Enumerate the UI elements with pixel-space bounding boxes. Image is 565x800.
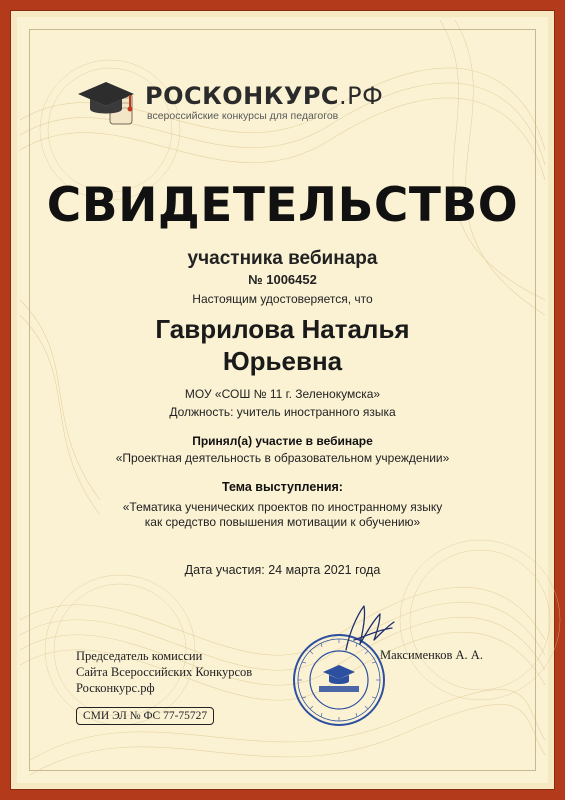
job-position: Должность: учитель иностранного языка	[169, 405, 396, 419]
participated-label: Принял(а) участие в вебинаре	[192, 434, 373, 448]
certificate-number: № 1006452	[248, 272, 317, 287]
webinar-title: «Проектная деятельность в образовательном учреждении»	[115, 451, 450, 465]
topic-line2: как средство повышения мотивации к обучению»	[144, 515, 421, 529]
brand-domain: .РФ	[339, 82, 384, 110]
certificate-title: СВИДЕТЕЛЬСТВО	[46, 178, 519, 233]
topic-label: Тема выступления:	[222, 480, 343, 494]
recipient-name-line2: Юрьевна	[222, 346, 343, 376]
chairman-block	[76, 648, 252, 696]
chair-line2: Сайта Всероссийских Конкурсов	[76, 665, 253, 679]
organization: МОУ «СОШ № 11 г. Зеленокумска»	[184, 387, 381, 401]
brand-name: РОСКОНКУРС	[145, 82, 340, 110]
registration-badge: СМИ ЭЛ № ФС 77-75727	[76, 707, 214, 725]
participation-date: Дата участия: 24 марта 2021 года	[184, 563, 381, 577]
brand-logo-text	[145, 82, 383, 110]
signer-name: Максименков А. А.	[380, 648, 483, 662]
graduation-cap-icon	[76, 76, 142, 128]
recipient-name-line1: Гаврилова Наталья	[155, 314, 410, 344]
certify-text: Настоящим удостоверяется, что	[192, 292, 373, 306]
topic-line1: «Тематика ученических проектов по иностранному языку	[122, 500, 443, 514]
signature-icon	[340, 600, 400, 660]
certificate-subtitle: участника вебинара	[187, 248, 378, 269]
chair-line1: Председатель комиссии	[76, 649, 203, 663]
chair-line3: Росконкурс.рф	[76, 681, 155, 695]
brand-tagline: всероссийские конкурсы для педагогов	[147, 110, 339, 122]
